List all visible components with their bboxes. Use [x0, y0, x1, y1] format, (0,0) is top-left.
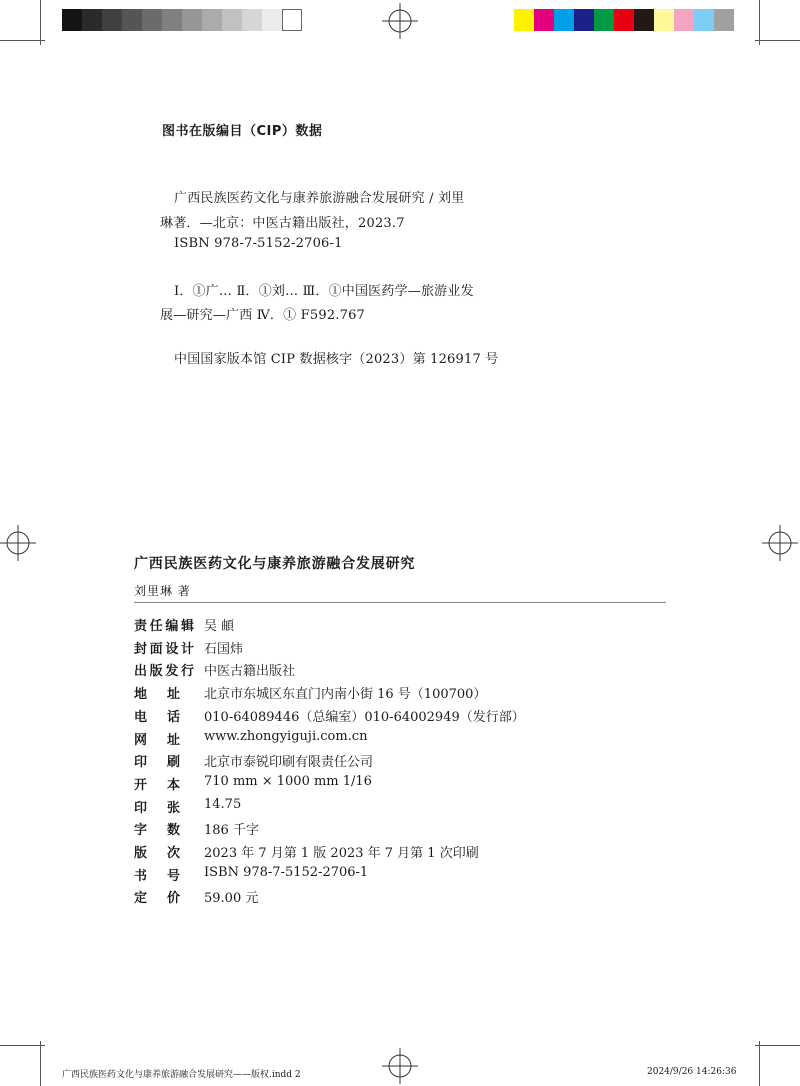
info-label-char: 址	[166, 687, 180, 703]
color-swatch	[242, 9, 262, 31]
info-label	[134, 751, 180, 770]
info-label	[134, 683, 180, 702]
info-label	[134, 819, 180, 838]
info-label-char: 设	[165, 641, 179, 657]
color-swatch	[222, 9, 242, 31]
info-value: 北京市泰锐印刷有限责任公司	[204, 755, 374, 771]
info-label-char: 版	[149, 664, 163, 680]
info-label-char: 计	[180, 641, 194, 657]
info-label-char: 次	[166, 846, 180, 861]
color-swatch	[102, 9, 122, 31]
info-label	[134, 887, 180, 906]
info-value: 北京市东城区东直门内南小街 16 号（100700）	[204, 687, 487, 703]
color-swatch	[614, 9, 634, 31]
cip-record-number: 中国国家版本馆 CIP 数据核字（2023）第 126917 号	[174, 352, 499, 367]
registration-mark-icon	[382, 3, 418, 39]
info-label-char: 书	[134, 868, 148, 884]
info-label	[134, 729, 180, 748]
color-swatch	[714, 9, 734, 31]
color-swatch	[574, 9, 594, 31]
info-value: 186 千字	[204, 823, 259, 839]
info-label-char: 号	[166, 868, 180, 884]
info-label	[134, 706, 180, 725]
info-value: 石国炜	[204, 641, 244, 657]
info-label-char: 本	[166, 777, 180, 793]
info-value: 14.75	[204, 796, 242, 812]
info-label-char: 版	[134, 846, 148, 861]
info-label-char: 定	[134, 891, 148, 907]
info-value: 中医古籍出版社	[204, 664, 296, 680]
registration-mark-icon	[382, 1048, 418, 1084]
color-swatch	[82, 9, 102, 31]
cip-isbn-line: ISBN 978-7-5152-2706-1	[174, 236, 343, 251]
info-label-char: 地	[134, 687, 148, 703]
registration-mark-icon	[762, 525, 798, 561]
info-label-char: 印	[134, 755, 148, 771]
book-author: 刘里琳 著	[134, 584, 191, 598]
info-label-char: 面	[149, 641, 163, 657]
crop-mark	[755, 40, 800, 41]
cip-classification-line-2: 展—研究—广西 Ⅳ．① F592.767	[160, 308, 366, 323]
info-label	[134, 638, 194, 657]
slug-filename: 广西民族医药文化与康养旅游融合发展研究——版权.indd 2	[62, 1070, 301, 1080]
color-swatch	[694, 9, 714, 31]
color-swatch	[62, 9, 82, 31]
color-swatch	[534, 9, 554, 31]
color-swatch	[634, 9, 654, 31]
color-swatch	[282, 9, 302, 31]
cip-publisher-line: 琳著．—北京：中医古籍出版社，2023.7	[160, 216, 405, 231]
color-swatch	[202, 9, 222, 31]
info-value: ISBN 978-7-5152-2706-1	[204, 864, 369, 880]
color-swatch	[594, 9, 614, 31]
info-label-char: 刷	[166, 755, 180, 771]
crop-mark	[0, 40, 45, 41]
cip-classification-line: Ⅰ．①广… Ⅱ．①刘… Ⅲ．①中国医药学—旅游业发	[174, 284, 474, 299]
crop-mark	[759, 0, 760, 45]
info-value: www.zhongyiguji.com.cn	[204, 728, 368, 744]
info-label-char: 数	[166, 823, 180, 839]
info-label	[134, 797, 180, 816]
info-value: 010-64089446（总编室）010-64002949（发行部）	[204, 709, 525, 725]
color-swatch	[514, 9, 534, 31]
info-label-char: 字	[134, 823, 148, 839]
info-value: 吴 頔	[204, 619, 235, 634]
color-swatch	[554, 9, 574, 31]
divider-rule	[134, 602, 666, 603]
info-label	[134, 865, 180, 884]
grayscale-color-bar	[62, 9, 302, 31]
info-label-char: 话	[166, 709, 180, 725]
info-label-char: 印	[134, 800, 148, 816]
info-label-char: 封	[134, 641, 148, 657]
info-label	[134, 842, 180, 861]
crop-mark	[0, 1045, 45, 1046]
info-label-char: 址	[166, 732, 180, 748]
info-value: 2023 年 7 月第 1 版 2023 年 7 月第 1 次印刷	[204, 846, 479, 861]
color-swatch	[262, 9, 282, 31]
crop-mark	[759, 1041, 760, 1086]
info-label-char: 编	[165, 619, 179, 634]
crop-mark	[40, 1041, 41, 1086]
cip-heading: 图书在版编目（CIP）数据	[162, 124, 323, 139]
info-label-char: 发	[165, 664, 179, 680]
info-label-char: 任	[149, 619, 163, 634]
color-swatch	[142, 9, 162, 31]
color-swatch	[162, 9, 182, 31]
cip-title-line: 广西民族医药文化与康养旅游融合发展研究 / 刘里	[174, 191, 465, 206]
info-label-char: 出	[134, 664, 148, 680]
color-swatch	[674, 9, 694, 31]
info-label-char: 张	[166, 800, 180, 816]
info-value: 59.00 元	[204, 891, 259, 907]
process-color-bar	[514, 9, 734, 31]
info-label-char: 价	[166, 891, 180, 907]
info-label	[134, 660, 194, 679]
crop-mark	[40, 0, 41, 45]
crop-mark	[755, 1045, 800, 1046]
registration-mark-icon	[0, 525, 36, 561]
info-label	[134, 774, 180, 793]
info-label-char: 开	[134, 777, 148, 793]
info-value: 710 mm × 1000 mm 1/16	[204, 773, 372, 789]
info-label-char: 辑	[180, 619, 194, 634]
info-label-char: 责	[134, 619, 148, 634]
color-swatch	[654, 9, 674, 31]
info-label-char: 行	[180, 664, 194, 680]
info-label-char: 网	[134, 732, 148, 748]
color-swatch	[182, 9, 202, 31]
book-title: 广西民族医药文化与康养旅游融合发展研究	[134, 556, 416, 572]
color-swatch	[122, 9, 142, 31]
slug-timestamp: 2024/9/26 14:26:36	[647, 1067, 737, 1077]
info-label	[134, 615, 194, 634]
info-label-char: 电	[134, 709, 148, 725]
